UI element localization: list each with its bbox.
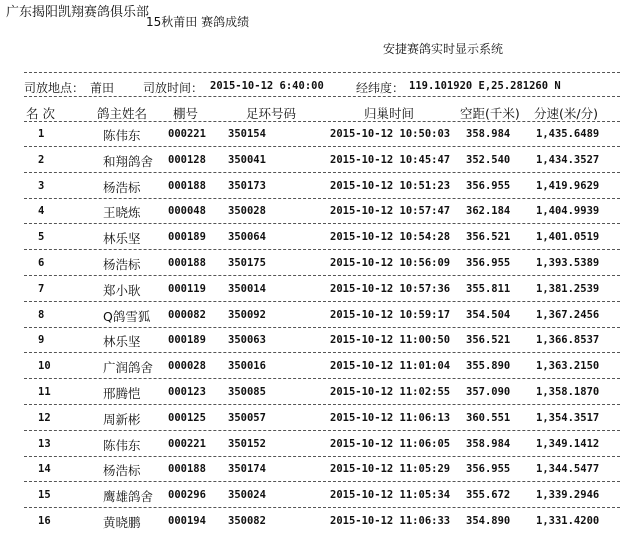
cell-ring: 350085 <box>228 386 266 398</box>
cell-ring: 350092 <box>228 308 266 321</box>
row-divider <box>24 404 620 405</box>
cell-rank: 10 <box>38 360 51 373</box>
cell-distance: 356.955 <box>466 179 511 192</box>
cell-distance: 354.890 <box>466 515 511 527</box>
cell-distance: 352.540 <box>466 153 511 166</box>
row-divider <box>24 507 620 508</box>
cell-arrival: 2015-10-12 11:05:34 <box>330 489 451 502</box>
cell-loft: 000189 <box>168 231 206 244</box>
cell-rank: 3 <box>38 179 45 192</box>
cell-distance: 356.955 <box>466 257 511 269</box>
cell-arrival: 2015-10-12 10:56:09 <box>330 257 451 269</box>
cell-distance: 357.090 <box>466 386 511 398</box>
cell-speed: 1,381.2539 <box>536 282 600 295</box>
cell-arrival: 2015-10-12 10:54:28 <box>330 231 451 244</box>
cell-rank: 7 <box>38 282 45 295</box>
cell-owner: 郑小耿 <box>103 282 141 298</box>
cell-distance: 356.521 <box>466 334 511 347</box>
cell-distance: 360.551 <box>466 411 511 424</box>
cell-arrival: 2015-10-12 10:50:03 <box>330 128 451 140</box>
race-title: 15秋莆田 赛鸽成绩 <box>146 15 250 29</box>
divider-info <box>24 96 620 97</box>
cell-loft: 000188 <box>168 257 206 269</box>
cell-speed: 1,358.1870 <box>536 386 600 398</box>
cell-arrival: 2015-10-12 11:02:55 <box>330 386 451 398</box>
col-distance: 空距(千米) <box>460 106 520 121</box>
row-divider <box>24 198 620 199</box>
cell-rank: 1 <box>38 128 45 140</box>
cell-arrival: 2015-10-12 11:06:13 <box>330 411 451 424</box>
cell-arrival: 2015-10-12 10:45:47 <box>330 153 451 166</box>
cell-speed: 1,349.1412 <box>536 437 600 450</box>
location-label: 司放地点： <box>24 81 85 95</box>
cell-speed: 1,404.9939 <box>536 205 600 218</box>
cell-rank: 16 <box>38 515 51 527</box>
cell-arrival: 2015-10-12 10:51:23 <box>330 179 451 192</box>
cell-loft: 000048 <box>168 205 206 218</box>
cell-rank: 12 <box>38 411 51 424</box>
cell-ring: 350173 <box>228 179 266 192</box>
row-divider <box>24 481 620 482</box>
cell-loft: 000119 <box>168 282 206 295</box>
cell-speed: 1,419.9629 <box>536 179 600 192</box>
col-rank: 名 次 <box>26 106 55 121</box>
cell-distance: 355.811 <box>466 282 511 295</box>
cell-ring: 350154 <box>228 128 266 140</box>
cell-speed: 1,344.5477 <box>536 463 600 476</box>
col-owner: 鸽主姓名 <box>97 106 148 121</box>
col-loft: 棚号 <box>173 106 199 121</box>
cell-ring: 350175 <box>228 257 266 269</box>
time-label: 司放时间： <box>143 81 204 95</box>
cell-owner: 杨浩标 <box>103 179 141 195</box>
cell-speed: 1,393.5389 <box>536 257 600 269</box>
cell-arrival: 2015-10-12 11:00:50 <box>330 334 451 347</box>
cell-speed: 1,331.4200 <box>536 515 600 527</box>
cell-rank: 13 <box>38 437 51 450</box>
cell-loft: 000189 <box>168 334 206 347</box>
cell-owner: 和翔鸽舍 <box>103 153 154 169</box>
cell-rank: 15 <box>38 489 51 502</box>
cell-ring: 350174 <box>228 463 266 476</box>
coord-label: 经纬度： <box>356 81 405 95</box>
club-name: 广东揭阳凯翔赛鸽俱乐部 <box>6 5 150 20</box>
cell-rank: 8 <box>38 308 45 321</box>
cell-arrival: 2015-10-12 11:06:05 <box>330 437 451 450</box>
row-divider <box>24 223 620 224</box>
cell-rank: 9 <box>38 334 45 347</box>
cell-rank: 6 <box>38 257 45 269</box>
col-ring: 足环号码 <box>246 106 297 121</box>
cell-ring: 350082 <box>228 515 266 527</box>
cell-distance: 354.504 <box>466 308 511 321</box>
cell-arrival: 2015-10-12 10:57:36 <box>330 282 451 295</box>
row-divider <box>24 249 620 250</box>
row-divider <box>24 301 620 302</box>
cell-speed: 1,366.8537 <box>536 334 600 347</box>
cell-ring: 350064 <box>228 231 266 244</box>
cell-speed: 1,367.2456 <box>536 308 600 321</box>
system-name: 安捷赛鸽实时显示系统 <box>383 42 504 56</box>
divider-header <box>24 121 620 122</box>
cell-distance: 358.984 <box>466 437 511 450</box>
cell-speed: 1,339.2946 <box>536 489 600 502</box>
coord-value: 119.101920 E,25.281260 N <box>409 80 561 92</box>
time-value: 2015-10-12 6:40:00 <box>210 80 324 92</box>
cell-loft: 000221 <box>168 437 206 450</box>
cell-arrival: 2015-10-12 10:57:47 <box>330 205 451 218</box>
cell-arrival: 2015-10-12 10:59:17 <box>330 308 451 321</box>
cell-speed: 1,435.6489 <box>536 128 600 140</box>
cell-loft: 000188 <box>168 179 206 192</box>
row-divider <box>24 172 620 173</box>
cell-rank: 4 <box>38 205 45 218</box>
cell-speed: 1,354.3517 <box>536 411 600 424</box>
col-arrival: 归巢时间 <box>364 106 415 121</box>
cell-arrival: 2015-10-12 11:05:29 <box>330 463 451 476</box>
cell-loft: 000082 <box>168 308 206 321</box>
cell-owner: 陈伟东 <box>103 128 141 143</box>
cell-owner: 林乐坚 <box>103 231 141 247</box>
cell-owner: 广润鸽舍 <box>103 360 154 376</box>
col-speed: 分速(米/分) <box>534 106 598 121</box>
cell-distance: 358.984 <box>466 128 511 140</box>
cell-distance: 356.521 <box>466 231 511 244</box>
cell-distance: 362.184 <box>466 205 511 218</box>
cell-rank: 5 <box>38 231 45 244</box>
cell-ring: 350028 <box>228 205 266 218</box>
cell-loft: 000296 <box>168 489 206 502</box>
cell-loft: 000028 <box>168 360 206 373</box>
cell-owner: 鹰雄鸽舍 <box>103 489 154 505</box>
cell-owner: 邢腾恺 <box>103 386 141 401</box>
cell-owner: 杨浩标 <box>103 463 141 479</box>
cell-owner: 陈伟东 <box>103 437 141 453</box>
cell-loft: 000125 <box>168 411 206 424</box>
cell-ring: 350057 <box>228 411 266 424</box>
cell-loft: 000221 <box>168 128 206 140</box>
cell-ring: 350063 <box>228 334 266 347</box>
cell-rank: 14 <box>38 463 51 476</box>
cell-loft: 000128 <box>168 153 206 166</box>
cell-loft: 000188 <box>168 463 206 476</box>
cell-distance: 355.672 <box>466 489 511 502</box>
location-value: 莆田 <box>90 81 115 95</box>
row-divider <box>24 275 620 276</box>
cell-speed: 1,434.3527 <box>536 153 600 166</box>
cell-ring: 350041 <box>228 153 266 166</box>
row-divider <box>24 430 620 431</box>
cell-owner: 王晓炼 <box>103 205 141 221</box>
row-divider <box>24 352 620 353</box>
cell-distance: 355.890 <box>466 360 511 373</box>
row-divider <box>24 456 620 457</box>
divider-top <box>24 72 620 73</box>
cell-owner: Q鸽雪狐 <box>103 308 151 324</box>
row-divider <box>24 327 620 328</box>
cell-owner: 周新彬 <box>103 411 141 427</box>
cell-ring: 350014 <box>228 282 266 295</box>
cell-arrival: 2015-10-12 11:01:04 <box>330 360 451 373</box>
cell-speed: 1,363.2150 <box>536 360 600 373</box>
cell-rank: 11 <box>38 386 51 398</box>
cell-loft: 000194 <box>168 515 206 527</box>
cell-arrival: 2015-10-12 11:06:33 <box>330 515 451 527</box>
cell-speed: 1,401.0519 <box>536 231 600 244</box>
cell-distance: 356.955 <box>466 463 511 476</box>
cell-owner: 林乐坚 <box>103 334 141 350</box>
cell-owner: 杨浩标 <box>103 257 141 272</box>
cell-loft: 000123 <box>168 386 206 398</box>
row-divider <box>24 146 620 147</box>
cell-rank: 2 <box>38 153 45 166</box>
row-divider <box>24 378 620 379</box>
cell-ring: 350152 <box>228 437 266 450</box>
cell-ring: 350016 <box>228 360 266 373</box>
cell-ring: 350024 <box>228 489 266 502</box>
cell-owner: 黄晓鹏 <box>103 515 141 530</box>
